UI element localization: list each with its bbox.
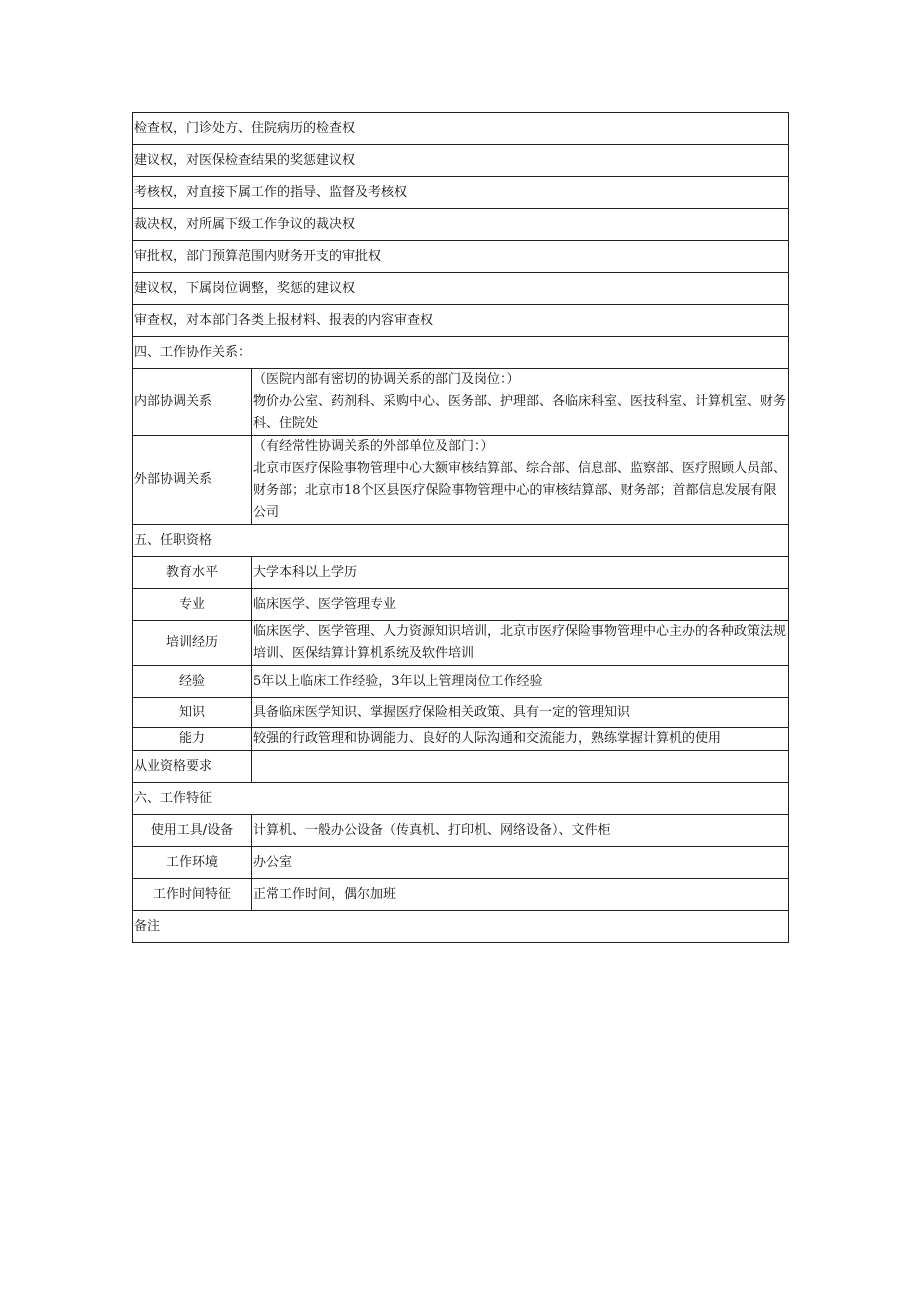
training-label: 培训经历	[133, 621, 252, 666]
experience-value: 5年以上临床工作经验，3年以上管理岗位工作经验	[252, 666, 789, 698]
environment-label: 工作环境	[133, 847, 252, 879]
ability-value: 较强的行政管理和协调能力、良好的人际沟通和交流能力，熟练掌握计算机的使用	[252, 728, 789, 751]
section6-title: 六、工作特征	[133, 783, 789, 815]
right-arbitration: 裁决权，对所属下级工作争议的裁决权	[133, 209, 789, 241]
education-label: 教育水平	[133, 557, 252, 589]
right-inspection: 检查权，门诊处方、住院病历的检查权	[133, 113, 789, 145]
right-approval: 审批权，部门预算范围内财务开支的审批权	[133, 241, 789, 273]
qualification-label: 从业资格要求	[133, 751, 252, 783]
qualification-value	[252, 751, 789, 783]
right-suggestion-reward: 建议权，对医保检查结果的奖惩建议权	[133, 145, 789, 177]
right-suggestion-position: 建议权，下属岗位调整，奖惩的建议权	[133, 273, 789, 305]
environment-value: 办公室	[252, 847, 789, 879]
tools-label: 使用工具/设备	[133, 815, 252, 847]
experience-label: 经验	[133, 666, 252, 698]
section4-title: 四、工作协作关系：	[133, 337, 789, 369]
right-review: 审查权，对本部门各类上报材料、报表的内容审查权	[133, 305, 789, 337]
external-coordination-note: （有经常性协调关系的外部单位及部门：）	[253, 439, 494, 454]
knowledge-value: 具备临床医学知识、掌握医疗保险相关政策、具有一定的管理知识	[252, 698, 789, 728]
internal-coordination-label: 内部协调关系	[133, 369, 252, 436]
remarks-label: 备注	[133, 911, 789, 943]
right-assessment: 考核权，对直接下属工作的指导、监督及考核权	[133, 177, 789, 209]
section5-title: 五、任职资格	[133, 525, 789, 557]
education-value: 大学本科以上学历	[252, 557, 789, 589]
training-value: 临床医学、医学管理、人力资源知识培训，北京市医疗保险事物管理中心主办的各种政策法规培训、医保结算计算机系统及软件培训	[252, 621, 789, 666]
external-coordination-value	[252, 436, 789, 525]
internal-coordination-value	[252, 369, 789, 436]
job-description-table	[132, 112, 789, 943]
major-label: 专业	[133, 589, 252, 621]
external-coordination-units: 北京市医疗保险事物管理中心大额审核结算部、综合部、信息部、监察部、医疗照顾人员部、财务部；北京市18个区县医疗保险事物管理中心的审核结算部、财务部；首都信息发展有限公司	[253, 461, 787, 520]
work-time-label: 工作时间特征	[133, 879, 252, 911]
internal-coordination-departments: 物价办公室、药剂科、采购中心、医务部、护理部、各临床科室、医技科室、计算机室、财务科、住院处	[253, 394, 787, 431]
tools-value: 计算机、一般办公设备（传真机、打印机、网络设备）、文件柜	[252, 815, 789, 847]
internal-coordination-note: （医院内部有密切的协调关系的部门及岗位：）	[253, 372, 520, 387]
knowledge-label: 知识	[133, 698, 252, 728]
work-time-value: 正常工作时间，偶尔加班	[252, 879, 789, 911]
ability-label: 能力	[133, 728, 252, 751]
major-value: 临床医学、医学管理专业	[252, 589, 789, 621]
external-coordination-label: 外部协调关系	[133, 436, 252, 525]
